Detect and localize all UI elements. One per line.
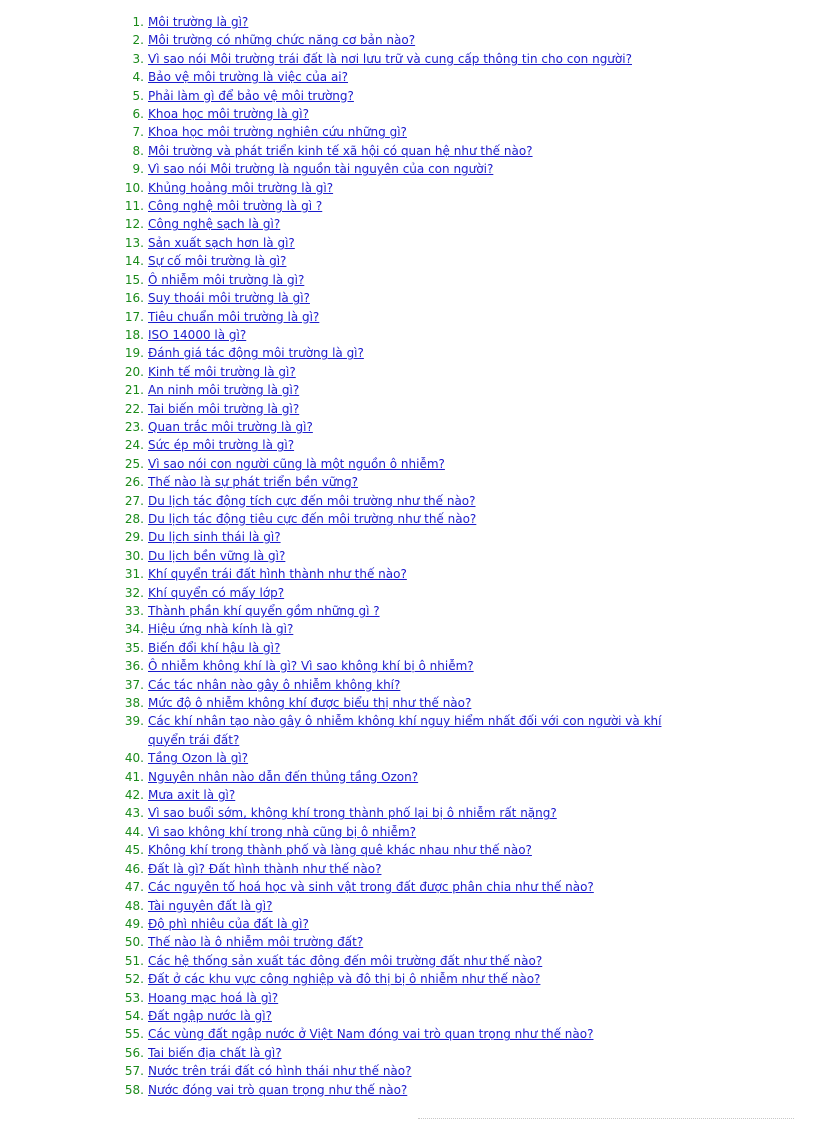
item-number: 34. (124, 622, 144, 637)
list-item (0, 657, 816, 675)
list-item (0, 915, 816, 933)
question-link[interactable]: Vì sao buổi sớm, không khí trong thành phố lại bị ô nhiễm rất nặng? (148, 806, 557, 821)
question-link[interactable]: Khủng hoảng môi trường là gì? (148, 180, 334, 195)
list-item (0, 31, 816, 49)
question-link[interactable]: Mưa axit là gì? (148, 788, 236, 803)
item-number: 31. (124, 567, 144, 582)
list-item (0, 105, 816, 123)
question-link[interactable]: Khoa học môi trường là gì? (148, 107, 309, 122)
item-number: 21. (124, 383, 144, 398)
question-link[interactable]: Du lịch sinh thái là gì? (148, 530, 281, 545)
list-item (0, 952, 816, 970)
question-link[interactable]: Môi trường và phát triển kinh tế xã hội có quan hệ như thế nào? (148, 143, 533, 158)
list-item (0, 13, 816, 31)
item-number: 39. (124, 714, 144, 729)
question-link[interactable]: Du lịch bền vững là gì? (148, 548, 286, 563)
list-item (0, 252, 816, 270)
item-number: 6. (132, 107, 144, 122)
question-link[interactable]: Du lịch tác động tiêu cực đến môi trường như thế nào? (148, 511, 477, 526)
item-number: 1. (132, 15, 144, 29)
question-link[interactable]: Bảo vệ môi trường là việc của ai? (148, 70, 349, 85)
list-item (0, 326, 816, 344)
list-item (0, 1007, 816, 1025)
item-number: 4. (132, 70, 144, 85)
list-item (0, 68, 816, 86)
item-number: 38. (124, 696, 144, 711)
question-link[interactable]: Thế nào là sự phát triển bền vững? (148, 475, 359, 490)
item-number: 19. (124, 346, 144, 361)
item-number: 26. (124, 475, 144, 490)
list-item (0, 455, 816, 473)
item-number: 54. (124, 1008, 144, 1023)
item-number: 29. (124, 530, 144, 545)
item-number: 30. (124, 548, 144, 563)
list-item (0, 418, 816, 436)
question-link[interactable]: Phải làm gì để bảo vệ môi trường? (148, 88, 354, 103)
item-number: 10. (124, 180, 144, 195)
question-link[interactable]: Tiêu chuẩn môi trường là gì? (148, 309, 320, 324)
item-number: 14. (124, 254, 144, 269)
list-item (0, 473, 816, 491)
question-link[interactable]: Các vùng đất ngập nước ở Việt Nam đóng vai trò quan trọng như thế nào? (148, 1027, 594, 1042)
item-number: 24. (124, 438, 144, 453)
list-item (0, 676, 816, 694)
question-link[interactable]: Vì sao nói Môi trường trái đất là nơi lưu trữ và cung cấp thông tin cho con người? (148, 51, 632, 66)
list-item (0, 1081, 816, 1099)
question-link[interactable]: ISO 14000 là gì? (148, 327, 247, 342)
question-list (0, 13, 816, 1099)
question-link[interactable]: An ninh môi trường là gì? (148, 383, 300, 398)
question-link[interactable]: Sức ép môi trường là gì? (148, 438, 295, 453)
list-item (0, 381, 816, 399)
list-item (0, 289, 816, 307)
question-link[interactable]: Vì sao không khí trong nhà cũng bị ô nhiễm? (148, 824, 417, 839)
list-item (0, 123, 816, 141)
list-item (0, 897, 816, 915)
item-number: 52. (124, 972, 144, 987)
item-number: 20. (124, 364, 144, 379)
question-link[interactable]: Đất ở các khu vực công nghiệp và đô thị bị ô nhiễm như thế nào? (148, 972, 541, 987)
question-link[interactable]: Độ phì nhiêu của đất là gì? (148, 916, 309, 931)
question-link[interactable]: Vì sao nói Môi trường là nguồn tài nguyên của con người? (148, 162, 494, 177)
question-link[interactable]: Kinh tế môi trường là gì? (148, 364, 296, 379)
question-link[interactable]: Khí quyển có mấy lớp? (148, 585, 285, 600)
question-link[interactable]: Nước đóng vai trò quan trọng như thế nào? (148, 1082, 408, 1097)
item-number: 12. (124, 217, 144, 232)
question-link[interactable]: Đánh giá tác động môi trường là gì? (148, 346, 364, 361)
item-number: 50. (124, 935, 144, 950)
list-item (0, 1062, 816, 1080)
item-number: 57. (124, 1064, 144, 1079)
list-item (0, 400, 816, 418)
list-item (0, 344, 816, 362)
question-link[interactable]: Ô nhiễm môi trường là gì? (148, 272, 305, 287)
list-item (0, 87, 816, 105)
list-item (0, 768, 816, 786)
list-item (0, 1044, 816, 1062)
item-number: 25. (124, 456, 144, 471)
list-item (0, 179, 816, 197)
item-number: 2. (132, 33, 144, 48)
item-number: 44. (124, 824, 144, 839)
question-link[interactable]: Du lịch tác động tích cực đến môi trường như thế nào? (148, 493, 476, 508)
list-item (0, 215, 816, 233)
question-link[interactable]: Sản xuất sạch hơn là gì? (148, 235, 295, 250)
item-number: 56. (124, 1045, 144, 1060)
item-number: 49. (124, 916, 144, 931)
question-link[interactable]: Các nguyên tố hoá học và sinh vật trong đất được phân chia như thế nào? (148, 880, 594, 895)
list-item (0, 620, 816, 638)
item-number: 58. (124, 1082, 144, 1097)
question-link[interactable]: Vì sao nói con người cũng là một nguồn ô nhiễm? (148, 456, 445, 471)
list-item (0, 860, 816, 878)
list-item (0, 694, 816, 712)
question-link[interactable]: Nước trên trái đất có hình thái như thế nào? (148, 1064, 412, 1079)
question-link[interactable]: Quan trắc môi trường là gì? (148, 419, 313, 434)
list-item (0, 989, 816, 1007)
list-item (0, 492, 816, 510)
list-item (0, 602, 816, 620)
question-link[interactable]: Thế nào là ô nhiễm môi trường đất? (148, 935, 364, 950)
question-link[interactable]: Các tác nhân nào gây ô nhiễm không khí? (148, 677, 401, 692)
list-item (0, 510, 816, 528)
item-number: 53. (124, 990, 144, 1005)
list-item (0, 197, 816, 215)
item-number: 48. (124, 898, 144, 913)
question-link[interactable]: Sự cố môi trường là gì? (148, 254, 287, 269)
question-link[interactable]: Hoang mạc hoá là gì? (148, 990, 279, 1005)
list-item (0, 160, 816, 178)
item-number: 8. (132, 143, 144, 158)
item-number: 37. (124, 677, 144, 692)
list-item (0, 234, 816, 252)
item-number: 3. (132, 51, 144, 66)
list-item (0, 823, 816, 841)
question-link[interactable]: Hiệu ứng nhà kính là gì? (148, 622, 294, 637)
list-item (0, 584, 816, 602)
list-item (0, 639, 816, 657)
question-link[interactable]: Các hệ thống sản xuất tác động đến môi trường đất như thế nào? (148, 953, 543, 968)
question-link[interactable]: Đất ngập nước là gì? (148, 1008, 272, 1023)
list-item (0, 363, 816, 381)
list-item (0, 547, 816, 565)
item-number: 51. (124, 953, 144, 968)
item-number: 28. (124, 511, 144, 526)
list-item (0, 749, 816, 767)
item-number: 13. (124, 235, 144, 250)
list-item (0, 1025, 816, 1043)
item-number: 17. (124, 309, 144, 324)
list-item (0, 933, 816, 951)
question-link[interactable]: Khí quyển trái đất hình thành như thế nào? (148, 567, 407, 582)
item-number: 36. (124, 659, 144, 674)
question-link[interactable]: Suy thoái môi trường là gì? (148, 291, 310, 306)
item-number: 23. (124, 419, 144, 434)
question-link[interactable]: Không khí trong thành phố và làng quê khác nhau như thế nào? (148, 843, 532, 858)
list-item (0, 786, 816, 804)
list-item (0, 50, 816, 68)
list-item (0, 436, 816, 454)
question-link[interactable]: Mức độ ô nhiễm không khí được biểu thị như thế nào? (148, 696, 472, 711)
question-link[interactable]: Tài nguyên đất là gì? (148, 898, 273, 913)
item-number: 41. (124, 769, 144, 784)
question-link[interactable]: Tai biến địa chất là gì? (148, 1045, 282, 1060)
list-item (0, 142, 816, 160)
list-item (0, 804, 816, 822)
item-number: 9. (132, 162, 144, 177)
item-number: 11. (124, 199, 144, 214)
item-number: 22. (124, 401, 144, 416)
question-link[interactable]: Các khí nhân tạo nào gây ô nhiễm không khí nguy hiểm nhất đối với con người và khí quyển trái đất? (148, 714, 662, 747)
item-number: 40. (124, 751, 144, 766)
item-number: 47. (124, 880, 144, 895)
question-link[interactable]: Tầng Ozon là gì? (148, 751, 249, 766)
item-number: 15. (124, 272, 144, 287)
item-number: 33. (124, 604, 144, 618)
list-item (0, 878, 816, 896)
list-item (0, 565, 816, 583)
question-link[interactable]: Biến đổi khí hậu là gì? (148, 640, 281, 655)
list-item (0, 970, 816, 988)
question-link[interactable]: Đất là gì? Đất hình thành như thế nào? (148, 861, 382, 876)
item-number: 5. (132, 88, 144, 103)
question-link[interactable]: Môi trường là gì? (148, 15, 249, 29)
item-number: 32. (124, 585, 144, 600)
item-number: 7. (132, 125, 144, 140)
item-number: 45. (124, 843, 144, 858)
item-number: 42. (124, 788, 144, 803)
question-link[interactable]: Khoa học môi trường nghiên cứu những gì? (148, 125, 407, 140)
question-link[interactable]: Ô nhiễm không khí là gì? Vì sao không khí bị ô nhiễm? (148, 659, 474, 674)
list-item (0, 712, 816, 749)
list-item (0, 841, 816, 859)
question-link[interactable]: Công nghệ sạch là gì? (148, 217, 281, 232)
list-item (0, 271, 816, 289)
item-number: 27. (124, 493, 144, 508)
list-item (0, 308, 816, 326)
footer-dotted-rule (418, 1118, 794, 1119)
question-link[interactable]: Thành phần khí quyển gồm những gì ? (148, 604, 380, 618)
item-number: 18. (124, 327, 144, 342)
question-link[interactable]: Công nghệ môi trường là gì ? (148, 199, 323, 214)
question-link[interactable]: Môi trường có những chức năng cơ bản nào? (148, 33, 416, 48)
list-item (0, 528, 816, 546)
question-link[interactable]: Tai biến môi trường là gì? (148, 401, 300, 416)
question-link[interactable]: Nguyên nhân nào dẫn đến thủng tầng Ozon? (148, 769, 419, 784)
item-number: 55. (124, 1027, 144, 1042)
item-number: 16. (124, 291, 144, 306)
item-number: 43. (124, 806, 144, 821)
item-number: 35. (124, 640, 144, 655)
item-number: 46. (124, 861, 144, 876)
